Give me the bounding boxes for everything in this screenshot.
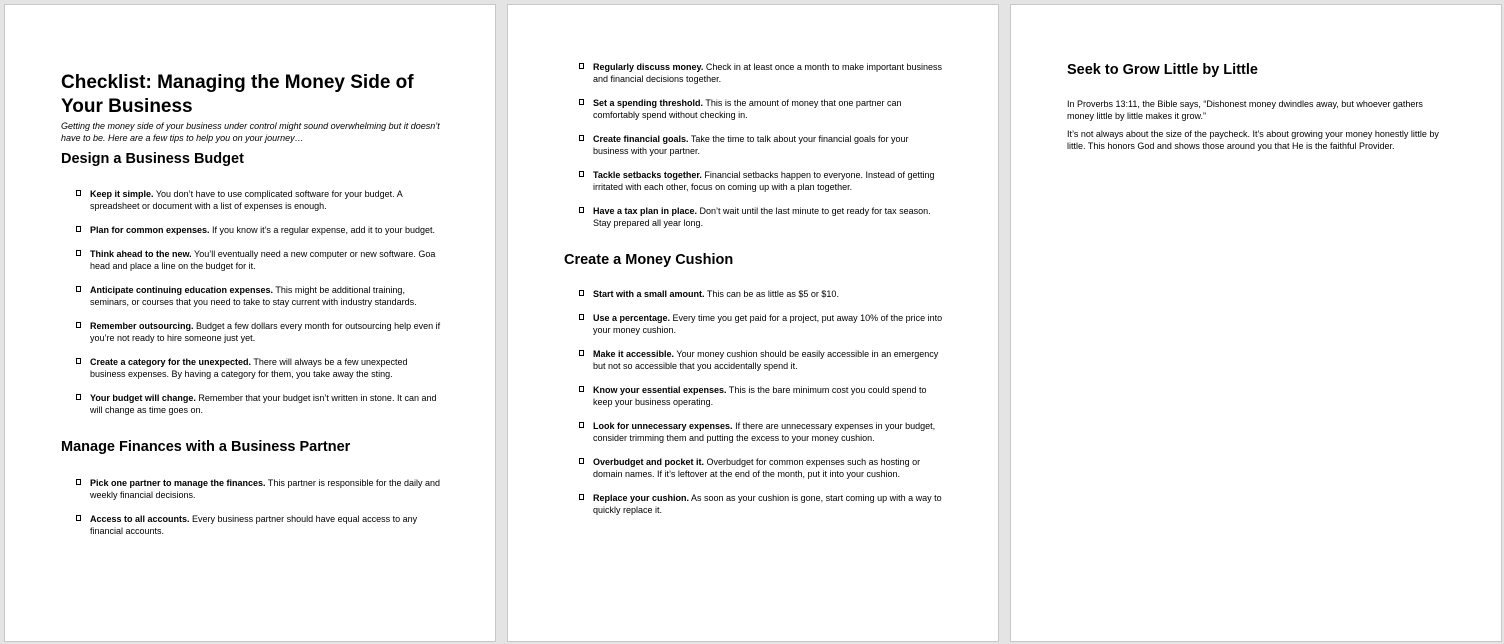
checklist-item-text: Take the time to talk about your financial goals for your business with your partner. [593,134,909,156]
checklist-item [579,384,944,408]
checkbox-icon[interactable] [579,422,584,428]
checkbox-icon[interactable] [76,394,81,400]
checklist-item-heading: Anticipate continuing education expenses. [90,285,274,295]
checklist-item [76,356,441,380]
checklist-item-text: This is the bare minimum cost you could spend to keep your business operating. [593,385,927,407]
page-content [564,61,944,528]
checkbox-icon[interactable] [579,63,584,69]
checklist-item-text: Budget a few dollars every month for outsourcing help even if you’re not ready to hire someone just yet. [90,321,441,343]
checklist-item-heading: Pick one partner to manage the finances. [90,478,266,488]
checklist-cushion [564,288,944,516]
paragraph-proverbs: In Proverbs 13:11, the Bible says, “Dishonest money dwindles away, but whoever gathers money little by little makes it grow.” [1067,99,1423,121]
checklist-budget [61,188,441,416]
checkbox-icon[interactable] [579,290,584,296]
section-title-cushion: Create a Money Cushion [564,252,734,268]
checklist-item-text: Remember that your budget isn’t written in stone. It can and will change as time goes on. [90,393,437,415]
checklist-item-text: You’ll eventually need a new computer or new software. Goa head and place a line on the budget for it. [90,249,436,271]
checklist-item [579,169,944,193]
checklist-item [76,320,441,344]
checklist-item-text: Financial setbacks happen to everyone. Instead of getting irritated with each other, focus on coming up with a plan together. [593,170,935,192]
checklist-item [579,97,944,121]
checklist-item-text: Your money cushion should be easily accessible in an emergency but not so accessible that you accidentally spend it. [593,349,939,371]
checkbox-icon[interactable] [76,515,81,521]
checklist-item [579,133,944,157]
paragraph-growth: It’s not always about the size of the paycheck. It’s about growing your money honestly little by little. This honors God and shows those around you that He is the faithful Provider. [1067,129,1439,151]
section-title-partner: Manage Finances with a Business Partner [61,439,351,455]
checkbox-icon[interactable] [579,314,584,320]
page-content [61,71,441,549]
checkbox-icon[interactable] [76,479,81,485]
checklist-item-heading: Your budget will change. [90,393,196,403]
checkbox-icon[interactable] [579,350,584,356]
checklist-item-text: Overbudget for common expenses such as hosting or domain names. If it’s leftover at the end of the month, put it into your cushion. [593,457,921,479]
checkbox-icon[interactable] [76,358,81,364]
checklist-item [76,248,441,272]
checklist-item-heading: Regularly discuss money. [593,62,704,72]
checklist-item-text: This partner is responsible for the daily and weekly financial decisions. [90,478,440,500]
document-page-2 [508,5,998,641]
checkbox-icon[interactable] [579,135,584,141]
checklist-item-text: There will always be a few unexpected business expenses. By having a category for them, you take away the sting. [90,357,408,379]
checklist-item-text: This is the amount of money that one partner can comfortably spend without checking in. [593,98,902,120]
checklist-item-text: This can be as little as $5 or $10. [704,289,839,299]
checkbox-icon[interactable] [579,171,584,177]
checkbox-icon[interactable] [579,386,584,392]
page-content [1067,61,1447,158]
checklist-item-heading: Start with a small amount. [593,289,705,299]
checklist-item-heading: Overbudget and pocket it. [593,457,705,467]
checklist-item-heading: Make it accessible. [593,349,675,359]
checkbox-icon[interactable] [76,190,81,196]
checklist-item [76,224,441,236]
checklist-item-heading: Create financial goals. [593,134,689,144]
checklist-item-heading: Plan for common expenses. [90,225,210,235]
intro-text: Getting the money side of your business under control might sound overwhelming but it doesn’t have to be. Here are a few tips to help you on your journey… [61,121,440,143]
checkbox-icon[interactable] [579,494,584,500]
checkbox-icon[interactable] [76,250,81,256]
checklist-item-text: Check in at least once a month to make important business and financial decisions together. [593,62,942,84]
checklist-item-text: Don’t wait until the last minute to get ready for tax season. Stay prepared all year long. [593,206,931,228]
checklist-item [76,513,441,537]
checklist-item [579,348,944,372]
checklist-item [579,61,944,85]
section-title-grow: Seek to Grow Little by Little [1067,62,1258,78]
checkbox-icon[interactable] [579,458,584,464]
checklist-item [579,420,944,444]
checklist-item-heading: Think ahead to the new. [90,249,192,259]
checklist-item [579,456,944,480]
checklist-item-text: As soon as your cushion is gone, start coming up with a way to quickly replace it. [593,493,942,515]
checkbox-icon[interactable] [579,99,584,105]
checklist-item-heading: Tackle setbacks together. [593,170,702,180]
checklist-item-heading: Set a spending threshold. [593,98,704,108]
checklist-item-text: If there are unnecessary expenses in your budget, consider trimming them and putting the excess to your money cushion. [593,421,936,443]
checklist-item [76,477,441,501]
checklist-item [579,288,944,300]
checklist-item-heading: Create a category for the unexpected. [90,357,252,367]
section-title-budget: Design a Business Budget [61,151,244,167]
checklist-item-heading: Access to all accounts. [90,514,190,524]
document-page-3 [1011,5,1501,641]
checkbox-icon[interactable] [76,286,81,292]
checklist-item-heading: Replace your cushion. [593,493,690,503]
checklist-item-heading: Look for unnecessary expenses. [593,421,733,431]
checkbox-icon[interactable] [76,322,81,328]
checklist-item-text: This might be additional training, seminars, or courses that you need to take to stay current with industry standards. [90,285,417,307]
checklist-item-text: Every business partner should have equal access to any financial accounts. [90,514,418,536]
checklist-item-heading: Have a tax plan in place. [593,206,698,216]
document-page-1 [5,5,495,641]
checklist-item-heading: Use a percentage. [593,313,671,323]
checklist-item-heading: Know your essential expenses. [593,385,727,395]
checkbox-icon[interactable] [579,207,584,213]
checklist-item [76,284,441,308]
checklist-partner-part1 [61,477,441,537]
checklist-item [579,205,944,229]
checkbox-icon[interactable] [76,226,81,232]
document-title: Checklist: Managing the Money Side of Your Business [61,72,414,117]
checklist-item [579,492,944,516]
checklist-item-heading: Keep it simple. [90,189,154,199]
checklist-item-text: You don’t have to use complicated software for your budget. A spreadsheet or document with a list of expenses is enough. [90,189,403,211]
checklist-item-heading: Remember outsourcing. [90,321,194,331]
checklist-item [76,188,441,212]
checklist-item-text: Every time you get paid for a project, put away 10% of the price into your money cushion. [593,313,943,335]
checklist-item [579,312,944,336]
checklist-partner-part2 [564,61,944,229]
checklist-item-text: If you know it’s a regular expense, add it to your budget. [209,225,436,235]
checklist-item [76,392,441,416]
